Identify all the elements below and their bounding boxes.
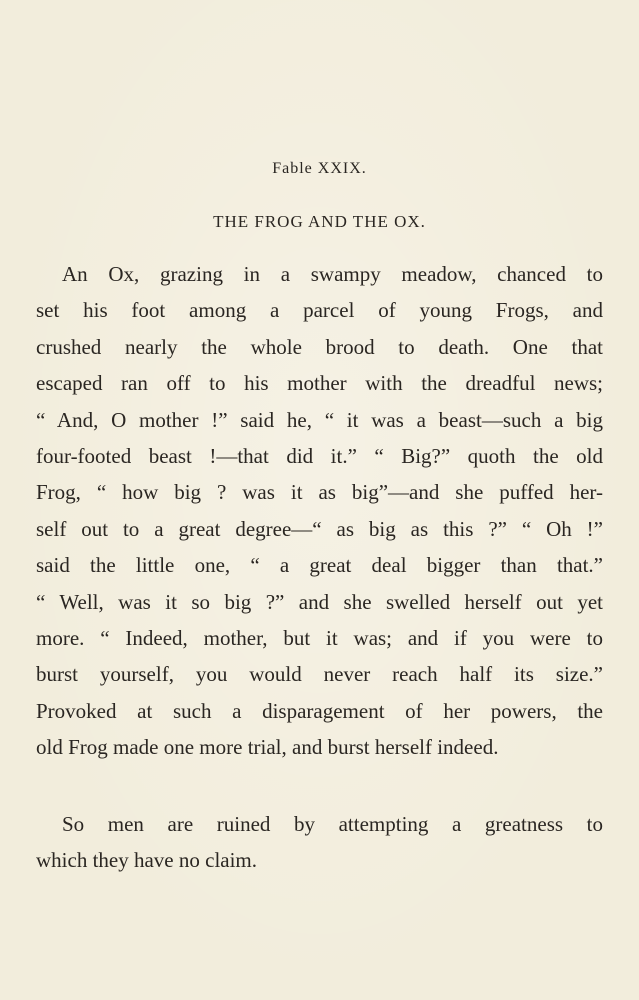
fable-number: Fable XXIX.	[272, 160, 367, 177]
body-line: burst yourself, you would never reach half its size.”	[36, 662, 603, 687]
body-line: more. “ Indeed, mother, but it was; and if you were to	[36, 625, 603, 650]
fable-body	[36, 256, 603, 765]
fable-title: THE FROG AND THE OX.	[213, 212, 426, 231]
body-line: escaped ran off to his mother with the dreadful news;	[36, 371, 603, 396]
body-line: Frog, “ how big ? was it as big”—and she puffed her-	[36, 480, 603, 505]
body-line: “ And, O mother !” said he, “ it was a beast—such a big	[36, 407, 603, 432]
body-line: Provoked at such a disparagement of her powers, the	[36, 698, 603, 723]
body-line: four-footed beast !—that did it.” “ Big?” quoth the old	[36, 443, 603, 468]
body-line: “ Well, was it so big ?” and she swelled herself out yet	[36, 589, 603, 614]
body-line: said the little one, “ a great deal bigger than that.”	[36, 553, 603, 578]
body-line: crushed nearly the whole brood to death. One that	[36, 334, 603, 359]
fable-moral	[36, 806, 603, 879]
body-line: old Frog made one more trial, and burst herself indeed.	[36, 735, 499, 760]
body-line: set his foot among a parcel of young Frogs, and	[36, 298, 603, 323]
moral-line: So men are ruined by attempting a greatness to	[62, 812, 603, 836]
body-line: self out to a great degree—“ as big as this ?” “ Oh !”	[36, 516, 603, 541]
moral-line: which they have no claim.	[36, 848, 258, 873]
body-line: An Ox, grazing in a swampy meadow, chanced to	[62, 262, 603, 286]
